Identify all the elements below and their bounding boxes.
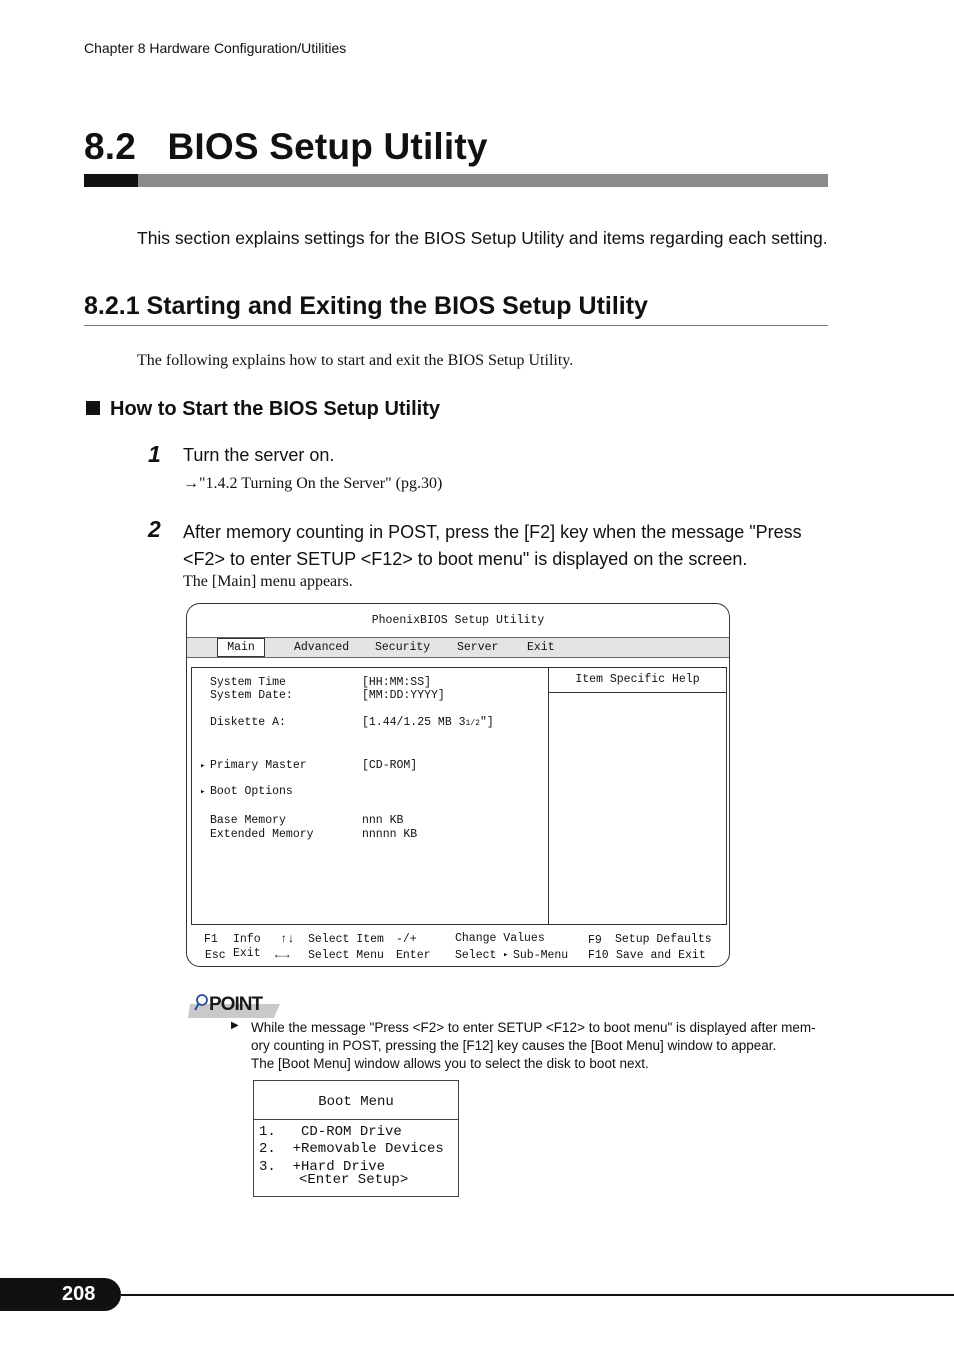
bios-menu-bar xyxy=(187,637,729,658)
bios-key-enter: Enter xyxy=(396,949,431,962)
bios-settings-panel xyxy=(191,667,549,925)
step-2-result: The [Main] menu appears. xyxy=(183,573,353,590)
bios-key-esc: Esc xyxy=(205,949,226,962)
bios-key-f9: F9 xyxy=(588,934,602,947)
title-underline-gray xyxy=(138,174,828,187)
bios-row-primary-master-label[interactable]: Primary Master xyxy=(210,759,307,772)
boot-menu-item-removable[interactable]: 2. +Removable Devices xyxy=(259,1141,444,1157)
bios-key-plus-minus: -/+ xyxy=(396,933,417,946)
page-number: 208 xyxy=(62,1283,96,1305)
bios-key-sub-menu-label: Sub-Menu xyxy=(513,949,569,962)
boot-menu-title: Boot Menu xyxy=(318,1094,394,1110)
bios-row-diskette-label[interactable]: Diskette A: xyxy=(210,716,286,729)
page-title xyxy=(84,126,488,168)
section-rule xyxy=(84,325,828,326)
step-number-2: 2 xyxy=(148,516,161,542)
bios-tab-advanced[interactable]: Advanced xyxy=(294,641,350,654)
left-right-arrows-icon: ←→ xyxy=(275,948,290,962)
bios-row-extended-memory-value: nnnnn KB xyxy=(362,828,418,841)
footer-rule xyxy=(121,1294,954,1296)
bios-key-exit-label: Exit xyxy=(233,947,261,960)
bios-key-info-label: Info xyxy=(233,933,261,946)
submenu-arrow-icon: ▸ xyxy=(200,787,206,797)
bios-tab-exit[interactable]: Exit xyxy=(527,641,555,654)
submenu-arrow-icon: ▸ xyxy=(503,950,509,960)
section-intro: The following explains how to start and exit the BIOS Setup Utility. xyxy=(137,352,574,369)
bios-key-select-label: Select xyxy=(455,949,497,962)
bios-key-change-values-label: Change Values xyxy=(455,932,545,945)
point-logo xyxy=(188,992,280,1018)
boot-menu-item-hard-drive[interactable]: 3. +Hard Drive xyxy=(259,1159,386,1175)
point-bullet-icon: ▶ xyxy=(231,1020,239,1031)
point-text-line-3: The [Boot Menu] window allows you to select the disk to boot next. xyxy=(251,1056,649,1071)
bios-screen xyxy=(186,603,730,967)
boot-menu-window xyxy=(253,1080,459,1197)
page-number-tab xyxy=(0,1278,121,1311)
up-down-arrows-icon: ↑↓ xyxy=(280,932,295,946)
bios-key-f10: F10 xyxy=(588,949,609,962)
bios-help-title: Item Specific Help xyxy=(575,673,700,686)
bios-key-select-menu-label: Select Menu xyxy=(308,949,384,962)
square-bullet-icon xyxy=(86,401,100,415)
bios-row-system-time-label[interactable]: System Time xyxy=(210,676,286,689)
subsection-title: How to Start the BIOS Setup Utility xyxy=(110,398,441,420)
intro-paragraph: This section explains settings for the BIOS Setup Utility and items regarding each setting. xyxy=(137,228,828,248)
boot-menu-item-enter-setup[interactable]: <Enter Setup> xyxy=(299,1172,409,1188)
point-text-line-1: While the message "Press <F2> to enter SETUP <F12> to boot menu" is displayed after mem- xyxy=(251,1020,816,1035)
subsection-heading xyxy=(86,398,440,421)
step-1-reference-link[interactable]: →"1.4.2 Turning On the Server" (pg.30) xyxy=(183,475,443,492)
bios-row-system-date-label[interactable]: System Date: xyxy=(210,689,293,702)
bios-row-boot-options-label[interactable]: Boot Options xyxy=(210,785,293,798)
point-text-line-2: ory counting in POST, pressing the [F12] key causes the [Boot Menu] window to appear. xyxy=(251,1038,777,1053)
bios-tab-server[interactable]: Server xyxy=(457,641,499,654)
bios-key-select-item-label: Select Item xyxy=(308,933,384,946)
bios-row-system-date-value[interactable]: [MM:DD:YYYY] xyxy=(362,689,445,702)
step-number-1: 1 xyxy=(148,441,161,467)
step-1-text: Turn the server on. xyxy=(183,445,335,465)
bios-tab-main[interactable]: Main xyxy=(217,638,265,657)
point-text xyxy=(251,1019,841,1073)
bios-row-diskette-value[interactable]: [1.44/1.25 MB 31/2"] xyxy=(362,716,494,729)
submenu-arrow-icon: ▸ xyxy=(200,761,206,771)
boot-menu-rule xyxy=(254,1119,458,1120)
bios-key-save-exit-label: Save and Exit xyxy=(616,949,706,962)
page-title-text: BIOS Setup Utility xyxy=(167,126,488,167)
bios-row-primary-master-value[interactable]: [CD-ROM] xyxy=(362,759,418,772)
boot-menu-item-cdrom[interactable]: 1. CD-ROM Drive xyxy=(259,1124,402,1140)
title-underline-dark xyxy=(84,174,138,187)
bios-row-base-memory-value: nnn KB xyxy=(362,814,404,827)
bios-help-rule xyxy=(549,692,726,693)
bios-key-f1: F1 xyxy=(204,933,218,946)
bios-row-base-memory-label: Base Memory xyxy=(210,814,286,827)
bios-tab-security[interactable]: Security xyxy=(375,641,431,654)
bios-help-panel xyxy=(548,667,727,925)
bios-key-setup-defaults-label: Setup Defaults xyxy=(615,933,712,946)
bios-row-system-time-value[interactable]: [HH:MM:SS] xyxy=(362,676,432,689)
running-header: Chapter 8 Hardware Configuration/Utilities xyxy=(84,40,347,56)
bios-row-extended-memory-label: Extended Memory xyxy=(210,828,314,841)
section-title: 8.2.1 Starting and Exiting the BIOS Setup Utility xyxy=(84,292,648,320)
bios-title: PhoenixBIOS Setup Utility xyxy=(371,614,545,627)
point-label: POINT xyxy=(209,994,263,1015)
step-2-text: After memory counting in POST, press the [F2] key when the message "Press <F2> to enter SETUP <F12> to boot menu" is displayed on the screen. xyxy=(183,522,802,569)
page-title-number: 8.2 xyxy=(84,126,137,167)
